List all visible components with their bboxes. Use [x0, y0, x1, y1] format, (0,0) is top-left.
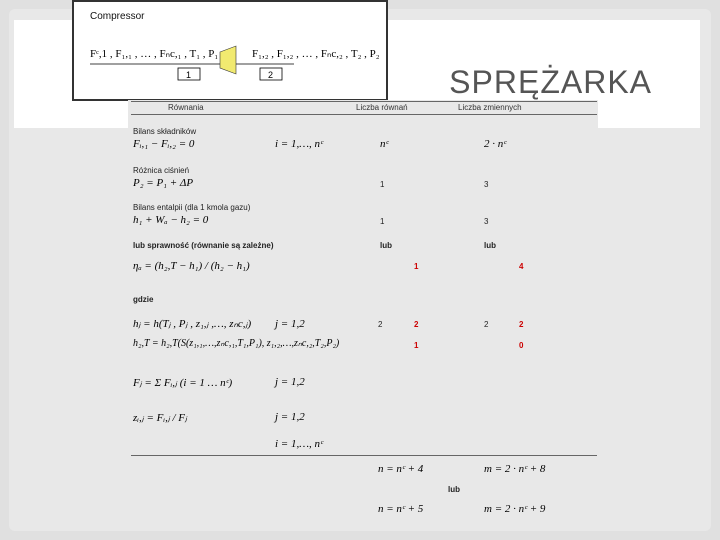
section-label: Bilans entalpii (dla 1 kmola gazu) [133, 203, 251, 212]
variable-count: 2 [484, 320, 489, 329]
equation: Fⱼ = Σ Fᵢ,ⱼ (i = 1 … nᶜ) [133, 377, 233, 389]
equation-count: nᶜ [380, 138, 389, 150]
stream-number-1: 1 [186, 70, 192, 80]
variable-count: 2 [519, 320, 524, 329]
stream-in-label: Fᶜ,1 , F₁,₁ , … , Fₙc,₁ , T₁ , P₁ [90, 48, 219, 60]
slide-title: SPRĘŻARKA [449, 64, 652, 100]
section-label: lub sprawność (równanie są zależne) [133, 241, 274, 250]
variable-count: 2 · nᶜ [484, 138, 507, 150]
total-variables: m = 2 · nᶜ + 8 [484, 463, 546, 475]
variable-count: 4 [519, 262, 524, 271]
table-rule [131, 455, 597, 456]
equation-range: j = 1,2 [275, 376, 305, 388]
equation-range: i = 1,…, nᶜ [275, 138, 323, 150]
header-variable-count: Liczba zmiennych [458, 103, 522, 112]
equation: zᵢ,ⱼ = Fᵢ,ⱼ / Fⱼ [133, 412, 187, 424]
equation-count: lub [380, 241, 392, 250]
total-equations-alt: n = nᶜ + 5 [378, 503, 424, 515]
equation-count: 2 [414, 320, 419, 329]
section-label: Bilans składników [133, 127, 197, 136]
variable-count: 3 [484, 180, 489, 189]
stream-out-label: F₁,₂ , F₁,₂ , … , Fₙc,₂ , T₂ , P₂ [252, 48, 380, 60]
total-equations: n = nᶜ + 4 [378, 463, 424, 475]
variable-count: 0 [519, 341, 524, 350]
equation-count: 1 [414, 262, 419, 271]
compressor-diagram [72, 0, 388, 101]
total-variables-alt: m = 2 · nᶜ + 9 [484, 503, 546, 515]
header-equation-count: Liczba równań [356, 103, 408, 112]
variable-count: lub [484, 241, 496, 250]
equation-count: 1 [414, 341, 419, 350]
section-label: Różnica ciśnień [133, 166, 190, 175]
table-rule [131, 114, 597, 115]
alternative-label: lub [448, 485, 460, 494]
equation: h₁ + Wₐ − h₂ = 0 [133, 214, 209, 226]
equation-count: 1 [380, 180, 385, 189]
section-label: gdzie [133, 295, 154, 304]
variable-count: 3 [484, 217, 489, 226]
compressor-label: Compressor [90, 11, 145, 22]
compressor-icon [220, 46, 236, 74]
equation: hⱼ = h(Tⱼ , Pⱼ , z₁,ⱼ ,…, zₙc,ⱼ) [133, 318, 252, 330]
equation-range: i = 1,…, nᶜ [275, 438, 323, 450]
stream-number-2: 2 [268, 70, 274, 80]
equation: Fᵢ,₁ − Fᵢ,₂ = 0 [133, 138, 195, 150]
equation-count: 1 [380, 217, 385, 226]
equation-range: j = 1,2 [275, 318, 305, 330]
equation: P₂ = P₁ + ΔP [133, 177, 194, 189]
table-rule [131, 101, 597, 102]
equation: ηₐ = (h₂,T − h₁) / (h₂ − h₁) [133, 260, 250, 272]
equation-range: j = 1,2 [275, 411, 305, 423]
equation: h₂,T = h₂,T(S(z₁,₁,…,zₙc,₁,T₁,P₁), z₁,₂,…,zₙc,₂,T₂,P₂) [133, 338, 340, 349]
equation-count: 2 [378, 320, 383, 329]
equation-table [128, 100, 598, 520]
header-equations: Równania [168, 103, 204, 112]
